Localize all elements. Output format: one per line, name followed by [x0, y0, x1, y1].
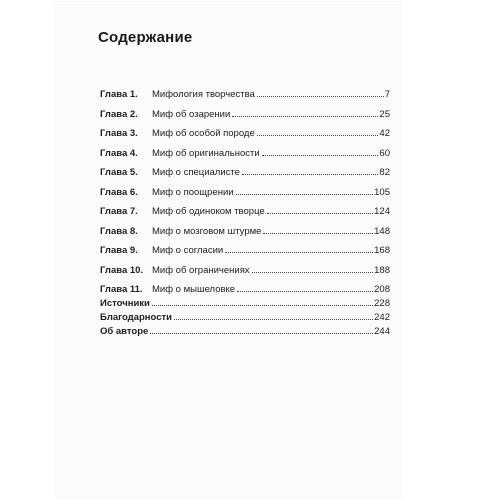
- page-number: 105: [374, 186, 390, 198]
- dot-leader: [257, 95, 384, 97]
- chapter-title: Миф об особой породе: [152, 128, 255, 139]
- toc-entry: [100, 109, 390, 129]
- chapter-title: Миф об одиноком творце: [152, 206, 265, 217]
- chapter-number: Глава 7.: [100, 206, 138, 217]
- page-number: 244: [374, 326, 390, 337]
- chapter-title: Миф об ограничениях: [152, 264, 250, 276]
- chapter-number: Глава 9.: [100, 245, 138, 256]
- page-number: 60: [379, 147, 390, 159]
- chapter-title: Миф об оригинальности: [152, 147, 260, 159]
- chapter-number: Глава 5.: [100, 167, 138, 178]
- chapter-number: Глава 11.: [100, 284, 143, 295]
- chapter-title: Миф о специалисте: [152, 167, 240, 178]
- chapter-title: Миф о согласии: [152, 245, 224, 256]
- page-number: 7: [384, 89, 390, 100]
- dot-leader: [242, 173, 378, 175]
- chapter-title: Мифология творчества: [152, 89, 255, 100]
- toc-entry: [100, 148, 390, 168]
- chapter-number: Глава 6.: [100, 186, 138, 198]
- dot-leader: [232, 115, 378, 117]
- toc-entry: [100, 265, 390, 285]
- dot-leader: [257, 134, 379, 136]
- dot-leader: [262, 154, 379, 156]
- page-number: 242: [374, 312, 390, 323]
- chapter-title: Миф о мышеловке: [152, 284, 236, 295]
- toc-entry: [100, 89, 390, 109]
- toc-entry: [100, 226, 390, 246]
- dot-leader: [174, 318, 373, 320]
- section-title: Источники: [100, 298, 150, 309]
- back-matter-list: [100, 298, 390, 340]
- section-title: Благодарности: [100, 312, 172, 323]
- toc-entry: [100, 206, 390, 226]
- page-number: 168: [374, 245, 390, 256]
- dot-leader: [252, 271, 374, 273]
- dot-leader: [236, 193, 374, 195]
- chapter-number: Глава 3.: [100, 128, 138, 139]
- page-number: 124: [374, 206, 390, 217]
- chapter-number: Глава 8.: [100, 225, 138, 237]
- book-page: [56, 2, 401, 498]
- page-number: 208: [374, 284, 390, 295]
- page-number: 188: [374, 264, 390, 276]
- toc-entry: [100, 245, 390, 265]
- chapter-list: [100, 89, 390, 304]
- chapter-title: Миф об озарении: [152, 108, 231, 120]
- dot-leader: [267, 212, 373, 214]
- section-title: Об авторе: [100, 326, 149, 337]
- chapter-number: Глава 4.: [100, 147, 138, 159]
- chapter-title: Миф о мозговом штурме: [152, 225, 262, 237]
- chapter-title: Миф о поощрении: [152, 186, 234, 198]
- dot-leader: [152, 304, 373, 306]
- page-number: 148: [374, 225, 390, 237]
- toc-entry: [100, 167, 390, 187]
- toc-entry: [100, 128, 390, 148]
- back-matter-entry: [100, 298, 390, 312]
- dot-leader: [225, 251, 373, 253]
- contents-heading: Содержание: [98, 29, 193, 46]
- chapter-number: Глава 2.: [100, 108, 138, 120]
- back-matter-entry: [100, 326, 390, 340]
- page-number: 42: [379, 128, 390, 139]
- page-number: 82: [379, 167, 390, 178]
- toc-entry: [100, 187, 390, 207]
- dot-leader: [263, 232, 373, 234]
- chapter-number: Глава 1.: [100, 89, 138, 100]
- dot-leader: [237, 290, 373, 292]
- page-number: 228: [374, 298, 390, 309]
- chapter-number: Глава 10.: [100, 264, 144, 276]
- dot-leader: [150, 332, 373, 334]
- back-matter-entry: [100, 312, 390, 326]
- page-number: 25: [379, 108, 390, 120]
